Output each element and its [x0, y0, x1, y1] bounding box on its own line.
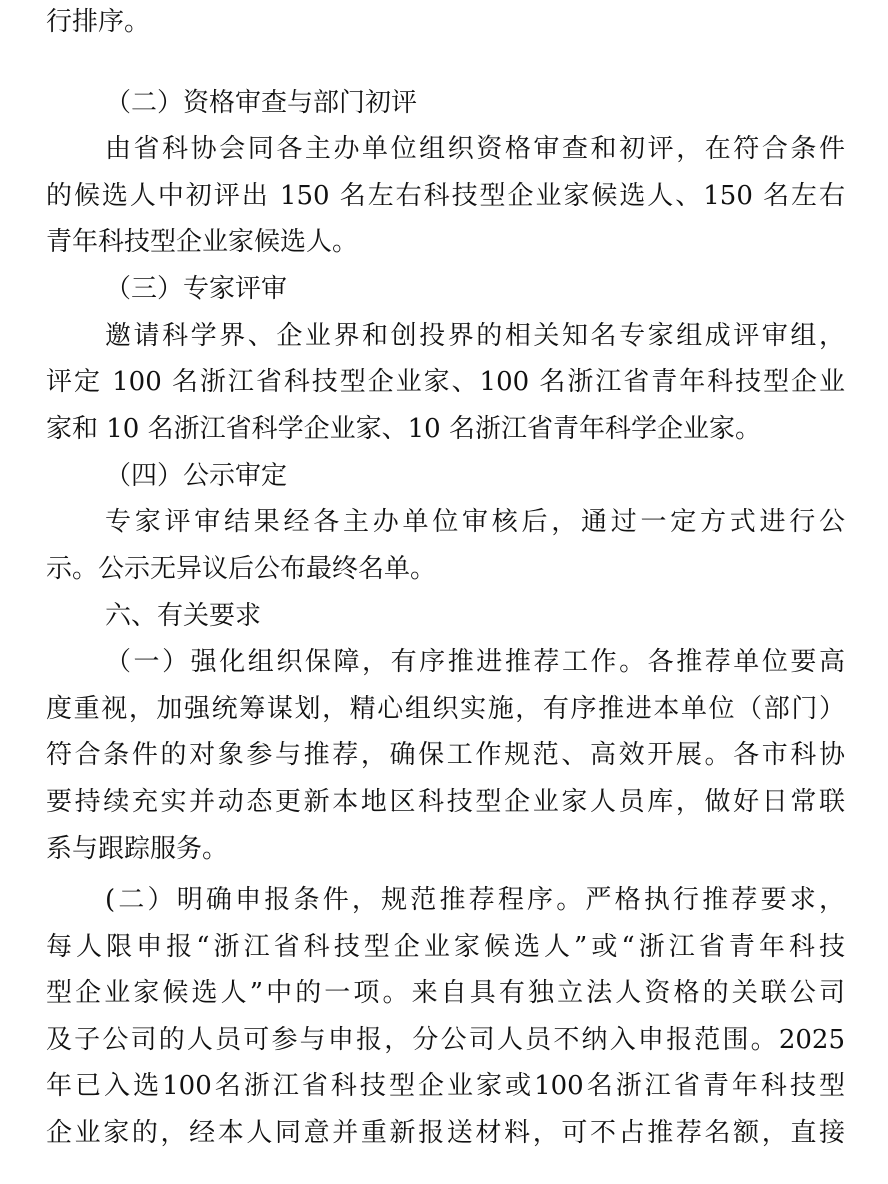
paragraph-line: 青年科技型企业家候选人。	[46, 227, 359, 257]
paragraph-line: 企业家的，经本人同意并重新报送材料，可不占推荐名额，直接	[46, 1118, 845, 1148]
paragraph-line: 系与跟踪服务。	[46, 834, 229, 864]
section-heading-public-notice: （四）公示审定	[105, 461, 288, 491]
paragraph-line: 评定 100 名浙江省科技型企业家、100 名浙江省青年科技型企业	[46, 367, 845, 397]
paragraph-line: 邀请科学界、企业界和创投界的相关知名专家组成评审组，	[105, 321, 845, 351]
paragraph-line: 年已入选100名浙江省科技型企业家或100名浙江省青年科技型	[46, 1071, 845, 1101]
paragraph-line: 及子公司的人员可参与申报，分公司人员不纳入申报范围。2025	[46, 1025, 845, 1055]
section-heading-requirements: 六、有关要求	[105, 601, 262, 631]
paragraph-line-continuation: 行排序。	[46, 7, 151, 37]
paragraph-line: 示。公示无异议后公布最终名单。	[46, 554, 437, 584]
paragraph-line: 型企业家候选人”中的一项。来自具有独立法人资格的关联公司	[46, 978, 845, 1008]
paragraph-line: 家和 10 名浙江省科学企业家、10 名浙江省青年科学企业家。	[46, 414, 761, 444]
paragraph-line: 度重视，加强统筹谋划，精心组织实施，有序推进本单位（部门）	[46, 694, 845, 724]
paragraph-line: （一）强化组织保障，有序推进推荐工作。各推荐单位要高	[105, 647, 845, 677]
paragraph-line: 由省科协会同各主办单位组织资格审查和初评，在符合条件	[105, 134, 845, 164]
paragraph-line: 符合条件的对象参与推荐，确保工作规范、高效开展。各市科协	[46, 740, 845, 770]
section-heading-expert-review: （三）专家评审	[105, 274, 288, 304]
paragraph-line: (二）明确申报条件，规范推荐程序。严格执行推荐要求，	[105, 885, 845, 915]
paragraph-line: 要持续充实并动态更新本地区科技型企业家人员库，做好日常联	[46, 787, 845, 817]
paragraph-line: 专家评审结果经各主办单位审核后，通过一定方式进行公	[105, 507, 845, 537]
paragraph-line: 每人限申报“浙江省科技型企业家候选人”或“浙江省青年科技	[46, 932, 845, 962]
section-heading-qualification-review: （二）资格审查与部门初评	[105, 88, 418, 118]
paragraph-line: 的候选人中初评出 150 名左右科技型企业家候选人、150 名左右	[46, 181, 845, 211]
